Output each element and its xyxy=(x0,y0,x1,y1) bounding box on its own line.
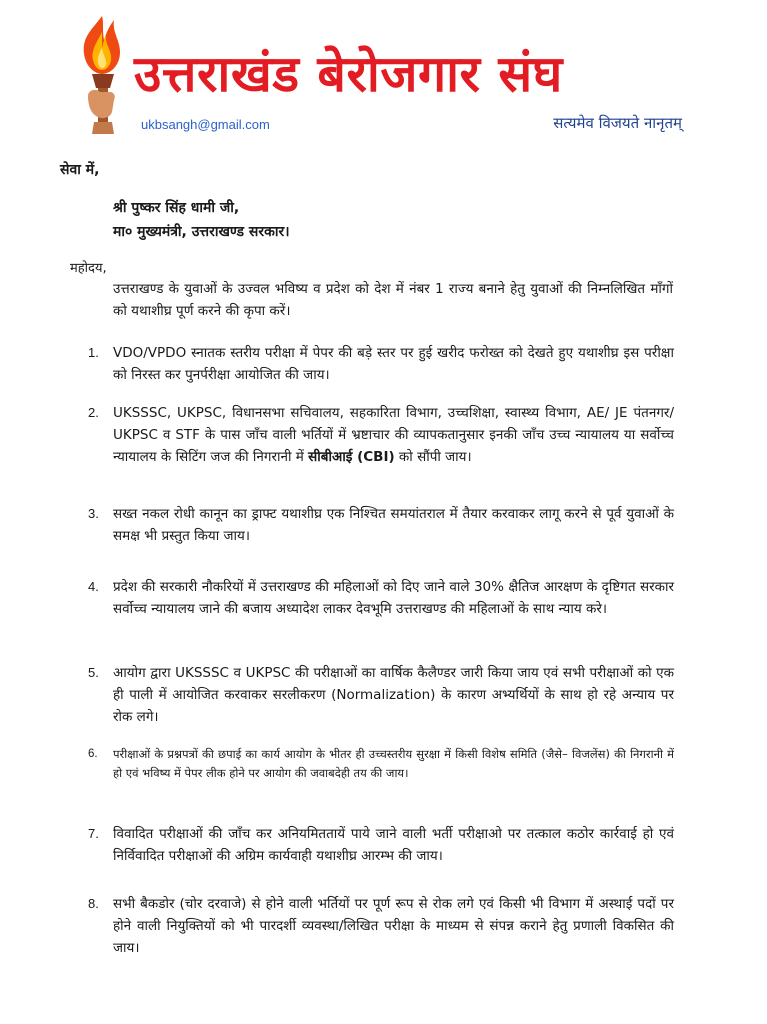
item-text: विवादित परीक्षाओं की जाँच कर अनियमिततायें पाये जाने वाली भर्ती परीक्षाओ पर तत्काल कठोर कार्रवाई हो एवं निर्विवादित परीक्षाओं की अग्रिम कार्यवाही यथाशीघ्र आरम्भ की जाय। xyxy=(113,826,674,864)
item-number: 5. xyxy=(88,665,99,680)
item-text: सभी बैकडोर (चोर दरवाजे) से होने वाली भर्तियों पर पूर्ण रूप से रोक लगे एवं किसी भी विभाग में अस्थाई पदों पर होने वाली नियुक्तियों को भी पारदर्शी व्यवस्था/लिखित परीक्षा के माध्यम से संपन्न कराने हेतु प्रणाली विकसित की जाय। xyxy=(113,896,674,956)
item-number: 1. xyxy=(88,345,99,360)
torch-flame-icon xyxy=(74,12,130,134)
item-text: प्रदेश की सरकारी नौकरियों में उत्तराखण्ड की महिलाओं को दिए जाने वाले 30% क्षैतिज आरक्षण के दृष्टिगत सरकार सर्वोच्च न्यायालय जाने की बजाय अध्यादेश लाकर देवभूमि उत्तराखण्ड की महिलाओं के साथ न्याय करे। xyxy=(113,579,674,617)
organization-name: उत्तराखंड बेरोजगार संघ xyxy=(134,45,563,103)
item-number: 7. xyxy=(88,826,99,841)
item-text: सख्त नकल रोधी कानून का ड्राफ्ट यथाशीघ्र एक निश्चित समयांतराल में तैयार करवाकर लागू करने से पूर्व युवाओं के समक्ष भी प्रस्तुत किया जाय। xyxy=(113,506,674,544)
item-text: VDO/VPDO स्नातक स्तरीय परीक्षा में पेपर की बड़े स्तर पर हुई खरीद फरोख्त को देखते हुए यथाशीघ्र इस परीक्षा को निरस्त कर पुनर्परीक्षा आयोजित की जाय। xyxy=(113,345,674,383)
salutation: सेवा में, xyxy=(60,162,100,178)
letterhead xyxy=(0,0,767,140)
item-text-end: को सौंपी जाय। xyxy=(394,449,472,465)
intro-paragraph: उत्तराखण्ड के युवाओं के उज्वल भविष्य व प्रदेश को देश में नंबर 1 राज्य बनाने हेतु युवाओं की निम्नलिखित माँगों को यथाशीघ्र पूर्ण करने की कृपा करें। xyxy=(113,281,673,319)
greeting: महोदय, xyxy=(70,261,107,276)
item-text xyxy=(113,402,674,468)
contact-email: ukbsangh@gmail.com xyxy=(141,117,270,132)
item-text-bold: सीबीआई (CBI) xyxy=(308,449,395,465)
item-number: 6. xyxy=(88,748,98,760)
recipient-name: श्री पुष्कर सिंह धामी जी, xyxy=(113,200,240,216)
item-number: 8. xyxy=(88,896,99,911)
item-number: 4. xyxy=(88,579,99,594)
item-number: 2. xyxy=(88,405,99,420)
motto: सत्यमेव विजयते नानृतम् xyxy=(553,114,682,132)
item-number: 3. xyxy=(88,506,99,521)
item-text-main: UKSSSC, UKPSC, विधानसभा सचिवालय, सहकारिता विभाग, उच्चशिक्षा, स्वास्थ्य विभाग, AE/ JE पंतनगर/ UKPSC व STF के पास जाँच वाली भर्तियों में भ्रष्टाचार की व्यापकतानुसार इनकी जाँच उच्च न्यायालय या सर्वोच्च न्यायालय के सिटिंग जज की निगरानी में xyxy=(113,405,674,465)
item-text: परीक्षाओं के प्रश्नपत्रों की छपाई का कार्य आयोग के भीतर ही उच्चस्तरीय सुरक्षा में किसी विशेष समिति (जैसे– विजलेंस) की निगरानी में हो एवं भविष्य में पेपर लीक होने पर आयोग की जवाबदेही तय की जाय। xyxy=(113,747,674,780)
item-text: आयोग द्वारा UKSSSC व UKPSC की परीक्षाओं का वार्षिक कैलैण्डर जारी किया जाय एवं सभी परीक्षाओं को एक ही पाली में आयोजित करवाकर सरलीकरण (Normalization) के कारण अभ्यर्थियों के साथ हो रहे अन्याय पर रोक लगे। xyxy=(113,665,674,725)
recipient-designation: मा० मुख्यमंत्री, उत्तराखण्ड सरकार। xyxy=(113,224,290,240)
